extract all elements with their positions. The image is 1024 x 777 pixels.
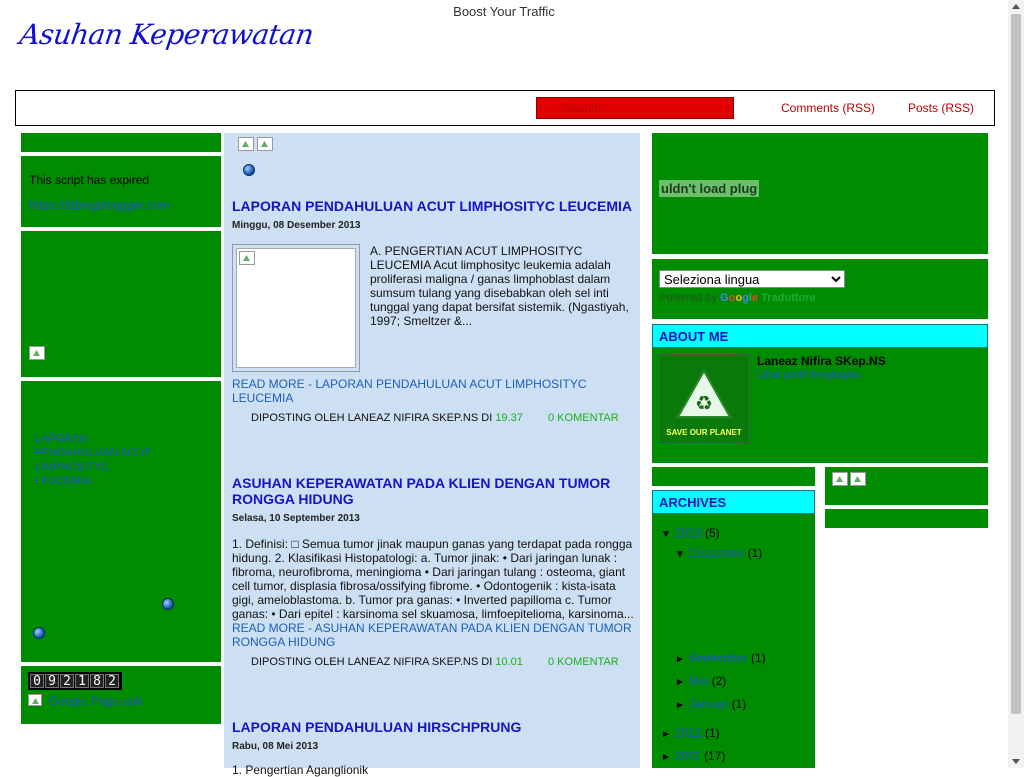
post-date: Minggu, 08 Desember 2013 [232, 220, 361, 231]
boost-traffic-text[interactable]: Boost Your Traffic [453, 4, 555, 19]
archive-count: (1) [731, 697, 747, 711]
about-name: Laneaz Nifira SKep.NS [757, 354, 886, 368]
scroll-down-arrow-icon[interactable] [1012, 759, 1020, 764]
broken-image-icon [832, 472, 848, 486]
comments-link[interactable]: 0 KOMENTAR [548, 412, 619, 424]
globe-icon[interactable] [33, 627, 45, 639]
svg-text:♻: ♻ [695, 391, 713, 415]
plugin-error-text: uldn't load plug [661, 181, 758, 196]
archive-count: (1) [750, 651, 766, 665]
archive-month-link[interactable]: Januari [688, 697, 729, 711]
archive-count: (17) [704, 749, 726, 763]
left-widget-script [21, 156, 221, 227]
archive-post-link[interactable]: LAPORAN PENDAHULUAN ACUT LIMPHOSITYC LEUCEMIA [35, 433, 151, 487]
broken-image-icon [239, 251, 255, 265]
read-more-link[interactable]: READ MORE - ASUHAN KEPERAWATAN PADA KLIEN DENGAN TUMOR RONGGA HIDUNG [232, 621, 632, 649]
broken-image-icon [257, 137, 273, 151]
post-time-link[interactable]: 19.37 [495, 412, 523, 424]
broken-image-icon [29, 346, 45, 360]
post-footer [251, 412, 619, 424]
comments-rss-link[interactable]: Comments (RSS) [781, 101, 876, 115]
globe-icon[interactable] [162, 598, 174, 610]
counter-digit: 1 [75, 674, 89, 688]
navbar [15, 90, 995, 126]
hit-counter [28, 672, 122, 690]
plugin-widget [652, 133, 988, 254]
powered-by-label: Powered by [659, 292, 718, 304]
scrollbar-thumb[interactable] [1011, 14, 1021, 714]
archive-month-item[interactable] [675, 651, 766, 665]
post-title[interactable]: ASUHAN KEPERAWATAN PADA KLIEN DENGAN TUMOR RONGGA HIDUNG [232, 475, 611, 507]
counter-digit: 2 [105, 674, 119, 688]
archive-year-item[interactable] [661, 526, 720, 540]
scrollbar[interactable] [1008, 0, 1024, 768]
post-excerpt: A. PENGERTIAN ACUT LIMPHOSITYC LEUCEMIA Acut limphosityc leukemia adalah proliferasi maligna / ganas limphoblast dalam sumsum tulang yang disebabkan oleh sel inti tunggal yang dapat bersifat sistemik. (Ngastiyah, 1997; Smeltzer &... [370, 244, 629, 328]
post-excerpt: 1. Pengertian Aganglionik [232, 763, 369, 777]
archive-month-item[interactable] [675, 546, 762, 560]
post-title[interactable]: LAPORAN PENDAHULUAN HIRSCHPRUNG [232, 719, 522, 735]
post-date: Selasa, 10 September 2013 [232, 513, 360, 524]
left-widget-image [21, 231, 221, 377]
triangle-down-icon[interactable]: ▼ [675, 549, 685, 560]
comments-link[interactable]: 0 KOMENTAR [548, 656, 619, 668]
translate-widget [652, 259, 988, 319]
left-widget-counter [21, 666, 221, 724]
archive-month-item[interactable] [675, 674, 726, 688]
counter-digit: 8 [90, 674, 104, 688]
left-widget-globes [21, 381, 221, 662]
triangle-right-icon[interactable]: ► [661, 752, 671, 763]
language-select[interactable] [659, 270, 845, 288]
recycle-icon [660, 355, 748, 443]
script-expired-text: This script has expired [29, 173, 150, 187]
archive-count: (2) [711, 674, 727, 688]
archive-month-link[interactable]: September [688, 651, 748, 665]
about-me-widget [652, 324, 988, 463]
archive-year-link[interactable]: 2012 [674, 726, 702, 740]
post-author: DIPOSTING OLEH LANEAZ NIFIRA SKEP.NS DI [251, 412, 496, 424]
archive-month-item[interactable] [675, 697, 746, 711]
counter-digit: 9 [45, 674, 59, 688]
powered-by-text [659, 292, 816, 304]
post-excerpt: 1. Definisi: □ Semua tumor jinak maupun ganas yang terdapat pada rongga hidung. 2. Klasifikasi Histopatologi: a. Tumor jinak: • Dari jaringan lunak : fibroma, neurofibroma, meningioma • Dari jaringan tulang : osteoma, giant cell tumor, displasia fibrosa/ossifying fibrome. • Odontogenik : kista-isata gigi, ameloblastoma. b. Tumor pra ganas: • Inverted papilloma c. Tumor ganas: • Dari epitel : karsinoma sel skuamosa, limfoepitelioma, karsinoma... [232, 537, 634, 621]
archive-count: (1) [747, 546, 763, 560]
globe-icon[interactable] [243, 164, 255, 176]
triangle-down-icon[interactable]: ▼ [661, 529, 671, 540]
right-widget-empty [825, 509, 988, 528]
avatar[interactable] [659, 354, 749, 444]
post-footer [251, 656, 619, 668]
right-widget-empty [652, 467, 815, 486]
archive-count: (5) [704, 526, 720, 540]
script-link[interactable]: https://tdblogbloggger.com [29, 198, 170, 212]
triangle-right-icon[interactable]: ► [675, 700, 685, 711]
scroll-up-arrow-icon[interactable] [1012, 4, 1020, 9]
counter-digit: 2 [60, 674, 74, 688]
translator-link[interactable]: Traduttore [761, 292, 816, 304]
post-title[interactable]: LAPORAN PENDAHULUAN ACUT LIMPHOSITYC LEUCEMIA [232, 198, 633, 214]
archive-month-link[interactable]: Mei [688, 674, 709, 688]
archive-year-link[interactable]: 2013 [674, 526, 702, 540]
counter-digit: 0 [30, 674, 44, 688]
triangle-right-icon[interactable]: ► [675, 677, 685, 688]
search-input[interactable]: Search... [536, 97, 734, 119]
view-profile-link[interactable]: Lihat profil lengkapku [757, 369, 861, 381]
archive-year-link[interactable]: 2011 [674, 749, 701, 763]
archives-title: ARCHIVES [652, 490, 815, 514]
post-time-link[interactable]: 10.01 [495, 656, 523, 668]
about-me-title: ABOUT ME [652, 324, 988, 348]
pagerank-link[interactable]: Google Pagerank [49, 694, 143, 708]
right-widget-images [825, 467, 988, 505]
broken-image-icon [238, 137, 254, 151]
archive-year-item[interactable] [661, 749, 725, 763]
read-more-link[interactable]: READ MORE - LAPORAN PENDAHULUAN ACUT LIMPHOSITYC LEUCEMIA [232, 377, 587, 405]
post-thumbnail[interactable] [232, 244, 360, 372]
archive-year-item[interactable] [661, 726, 720, 740]
archive-month-link[interactable]: Desember [688, 546, 745, 560]
left-widget-empty [21, 133, 221, 152]
main-content [224, 133, 640, 777]
broken-image-icon [850, 472, 866, 486]
post-date: Rabu, 08 Mei 2013 [232, 741, 319, 752]
triangle-right-icon[interactable]: ► [661, 729, 671, 740]
triangle-right-icon[interactable]: ► [675, 654, 685, 665]
archive-count: (1) [704, 726, 720, 740]
blog-title[interactable]: Asuhan Keperawatan [17, 18, 316, 51]
posts-rss-link[interactable]: Posts (RSS) [908, 101, 975, 115]
avatar-caption: SAVE OUR PLANET [666, 428, 742, 437]
google-logo: Google [720, 292, 759, 304]
post-author: DIPOSTING OLEH LANEAZ NIFIRA SKEP.NS DI [251, 656, 496, 668]
broken-image-icon [28, 694, 42, 706]
